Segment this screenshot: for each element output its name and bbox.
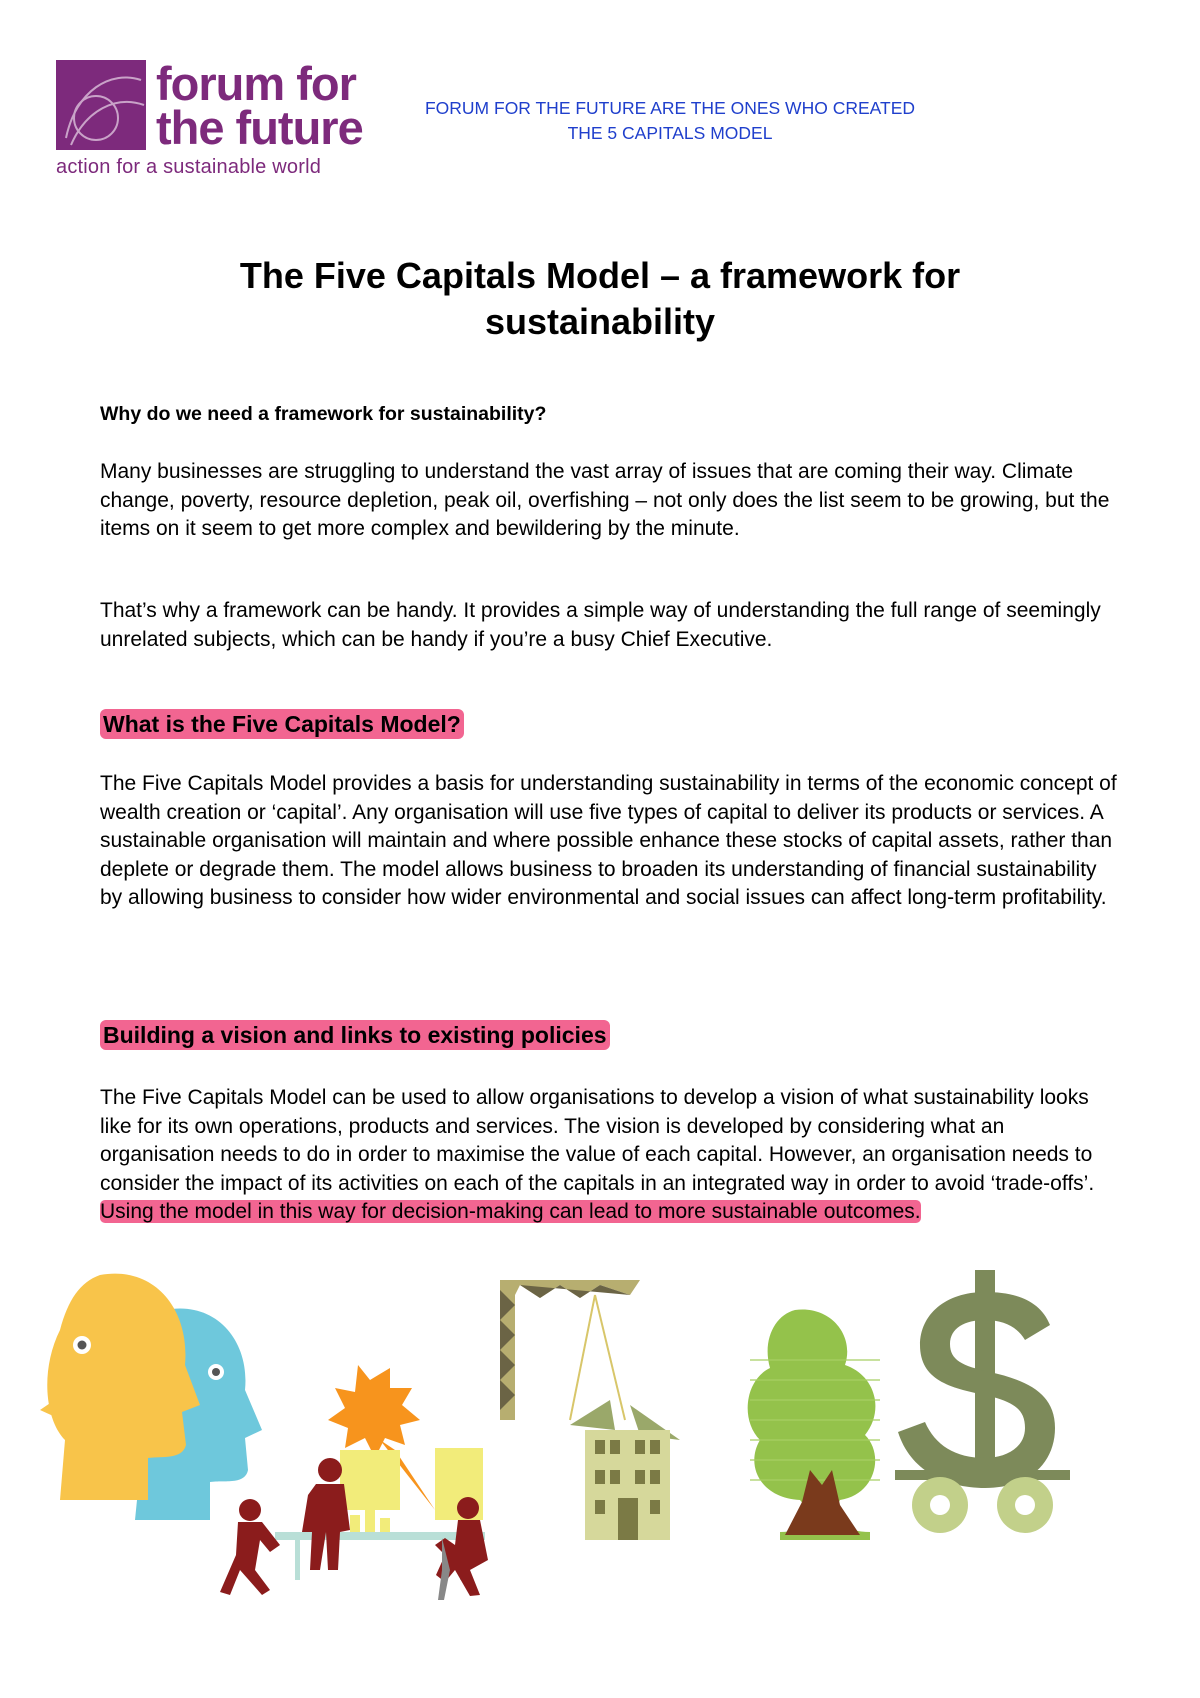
forum-for-the-future-logo	[56, 57, 386, 178]
paragraph-why-2: That’s why a framework can be handy. It provides a simple way of understanding the full range of seemingly unrelated subjects, which can be handy if you’re a busy Chief Executive.	[100, 599, 1101, 651]
section-heading-why: Why do we need a framework for sustainability?	[100, 403, 547, 425]
social-capital-meeting-icon	[220, 1365, 488, 1600]
paragraph-why-1: Many businesses are struggling to understand the vast array of issues that are coming their way. Climate change, poverty, resource depletion, peak oil, overfishing – not only does the list seem to be growing, but the items on it seem to get more complex and bewildering by the minute.	[100, 460, 1110, 540]
financial-capital-dollar-icon	[895, 1270, 1070, 1533]
paragraph-what: The Five Capitals Model provides a basis for understanding sustainability in terms of the economic concept of wealth creation or ‘capital’. Any organisation will use five types of capital to deliver its products or services. A sustainable organisation will maintain and where possible enhance these stocks of capital assets, rather than deplete or degrade them. The model allows business to broaden its understanding of financial sustainability by allowing business to consider how wider environmental and social issues can affect long-term profitability.	[100, 772, 1117, 909]
five-capitals-illustration	[40, 1270, 1150, 1610]
page-title-line2: sustainability	[484, 301, 716, 342]
header-note	[360, 96, 980, 146]
paragraph-vision	[100, 1084, 1120, 1227]
header-note-line1: FORUM FOR THE FUTURE ARE THE ONES WHO CREATED	[424, 98, 916, 118]
section-heading-vision: Building a vision and links to existing policies	[100, 1020, 610, 1050]
logo-mark-icon	[56, 60, 146, 150]
human-capital-heads-icon	[40, 1274, 262, 1520]
section-heading-what: What is the Five Capitals Model?	[100, 709, 464, 739]
logo-tagline: action for a sustainable world	[56, 156, 322, 178]
page-title	[100, 253, 1100, 345]
logo-text-line1: forum for	[156, 57, 356, 110]
paragraph-vision-text: The Five Capitals Model can be used to allow organisations to develop a vision of what sustainability looks like for its own operations, products and services. The vision is developed by considering what an organisation needs to do in order to maximise the value of each capital. However, an organisation needs to consider the impact of its activities on each of the capitals in an integrated way in order to avoid ‘trade-offs’.	[100, 1086, 1095, 1195]
manufactured-capital-crane-house-icon	[500, 1280, 680, 1540]
page-title-line1: The Five Capitals Model – a framework for	[239, 255, 961, 296]
natural-capital-tree-icon	[748, 1309, 880, 1540]
header-note-line2: THE 5 CAPITALS MODEL	[567, 123, 773, 143]
logo-text-line2: the future	[156, 101, 363, 154]
highlighted-text: Using the model in this way for decision-making can lead to more sustainable outcomes.	[100, 1200, 921, 1223]
